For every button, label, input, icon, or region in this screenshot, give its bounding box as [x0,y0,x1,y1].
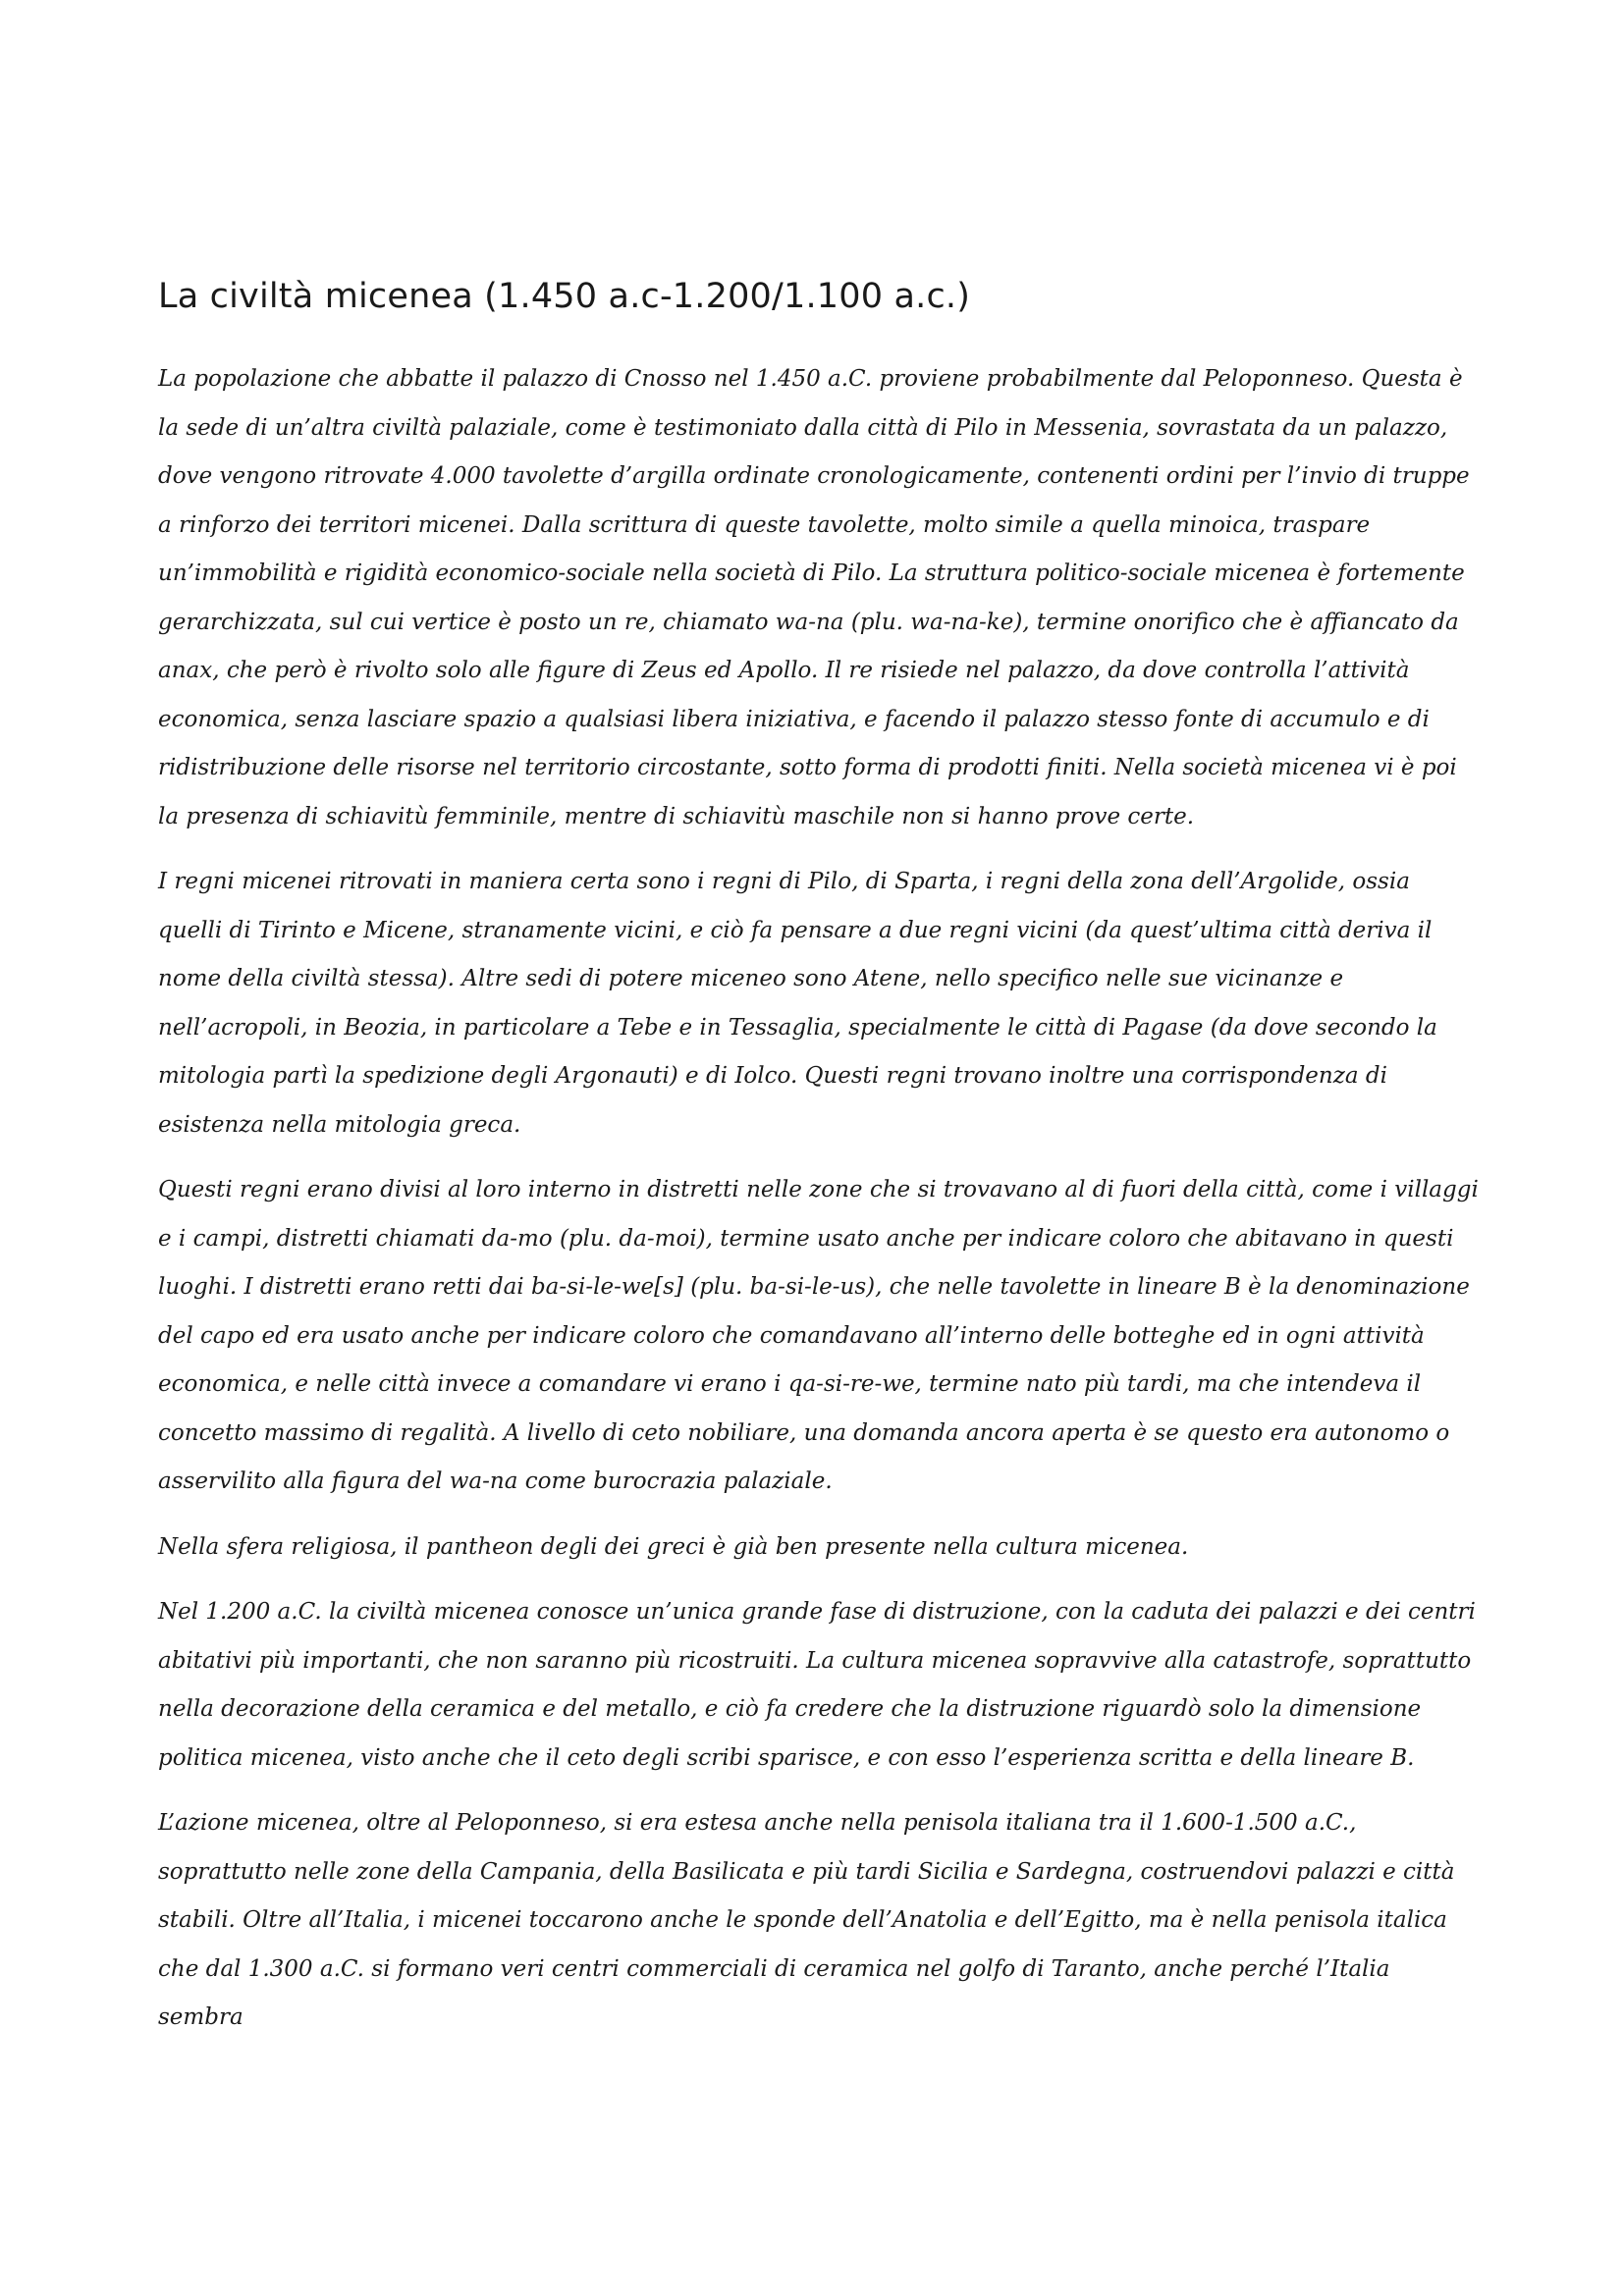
paragraph-distretti: Questi regni erano divisi al loro interno in distretti nelle zone che si trovavano al di fuori della città, come i villaggi e i campi, distretti chiamati da-mo (plu. da-moi), termine usato anche per indicare coloro che abitavano in questi luoghi. I distretti erano retti dai ba-si-le-we[s] (plu. ba-si-le-us), che nelle tavolette in lineare B è la denominazione del capo ed era usato anche per indicare coloro che comandavano all’interno delle botteghe ed in ogni attività economica, e nelle città invece a comandare vi erano i qa-si-re-we, termine nato più tardi, ma che intendeva il concetto massimo di regalità. A livello di ceto nobiliare, una domanda ancora aperta è se questo era autonomo o asservilito alla figura del wa-na come burocrazia palaziale. [158,1177,1479,1494]
paragraph-regni-micenei: I regni micenei ritrovati in maniera certa sono i regni di Pilo, di Sparta, i regni della zona dell’Argolide, ossia quelli di Tirinto e Micene, stranamente vicini, e ciò fa pensare a due regni vicini (da quest’ultima città deriva il nome della civiltà stessa). Altre sedi di potere miceneo sono Atene, nello specifico nelle sue vicinanze e nell’acropoli, in Beozia, in particolare a Tebe e in Tessaglia, specialmente le città di Pagase (da dove secondo la mitologia partì la spedizione degli Argonauti) e di Iolco. Questi regni trovano inoltre una corrispondenza di esistenza nella mitologia greca. [158,869,1437,1138]
paragraph-sfera-religiosa: Nella sfera religiosa, il pantheon degli dei greci è già ben presente nella cultura micenea. [158,1533,1189,1560]
document-body [158,267,1479,2059]
document-title: La civiltà micenea (1.450 a.c-1.200/1.100 a.c.) [158,277,971,316]
paragraph-azione-micenea: L’azione micenea, oltre al Peloponneso, si era estesa anche nella penisola italiana tra il 1.600-1.500 a.C., soprattutto nelle zone della Campania, della Basilicata e più tardi Sicilia e Sardegna, costruendovi palazzi e città stabili. Oltre all’Italia, i micenei toccarono anche le sponde dell’Anatolia e dell’Egitto, ma è nella penisola italica che dal 1.300 a.C. si formano veri centri commerciali di ceramica nel golfo di Taranto, anche perché l’Italia sembra [158,1810,1455,2030]
paragraph-distruzione: Nel 1.200 a.C. la civiltà micenea conosce un’unica grande fase di distruzione, con la caduta dei palazzi e dei centri abitativi più importanti, che non saranno più ricostruiti. La cultura micenea sopravvive alla catastrofe, soprattutto nella decorazione della ceramica e del metallo, e ciò fa credere che la distruzione riguardò solo la dimensione politica micenea, visto anche che il ceto degli scribi sparisce, e con esso l’esperienza scritta e della lineare B. [158,1599,1476,1771]
paragraph-palazzo-pilo: La popolazione che abbatte il palazzo di Cnosso nel 1.450 a.C. proviene probabilmente dal Peloponneso. Questa è la sede di un’altra civiltà palaziale, come è testimoniato dalla città di Pilo in Messenia, sovrastata da un palazzo, dove vengono ritrovate 4.000 tavolette d’argilla ordinate cronologicamente, contenenti ordini per l’invio di truppe a rinforzo dei territori micenei. Dalla scrittura di queste tavolette, molto simile a quella minoica, traspare un’immobilità e rigidità economico-sociale nella società di Pilo. La struttura politico-sociale micenea è fortemente gerarchizzata, sul cui vertice è posto un re, chiamato wa-na (plu. wa-na-ke), termine onorifico che è affiancato da anax, che però è rivolto solo alle figure di Zeus ed Apollo. Il re risiede nel palazzo, da dove controlla l’attività economica, senza lasciare spazio a qualsiasi libera iniziativa, e facendo il palazzo stesso fonte di accumulo e di ridistribuzione delle risorse nel territorio circostante, sotto forma di prodotti finiti. Nella società micenea vi è poi la presenza di schiavitù femminile, mentre di schiavitù maschile non si hanno prove certe. [158,366,1470,829]
